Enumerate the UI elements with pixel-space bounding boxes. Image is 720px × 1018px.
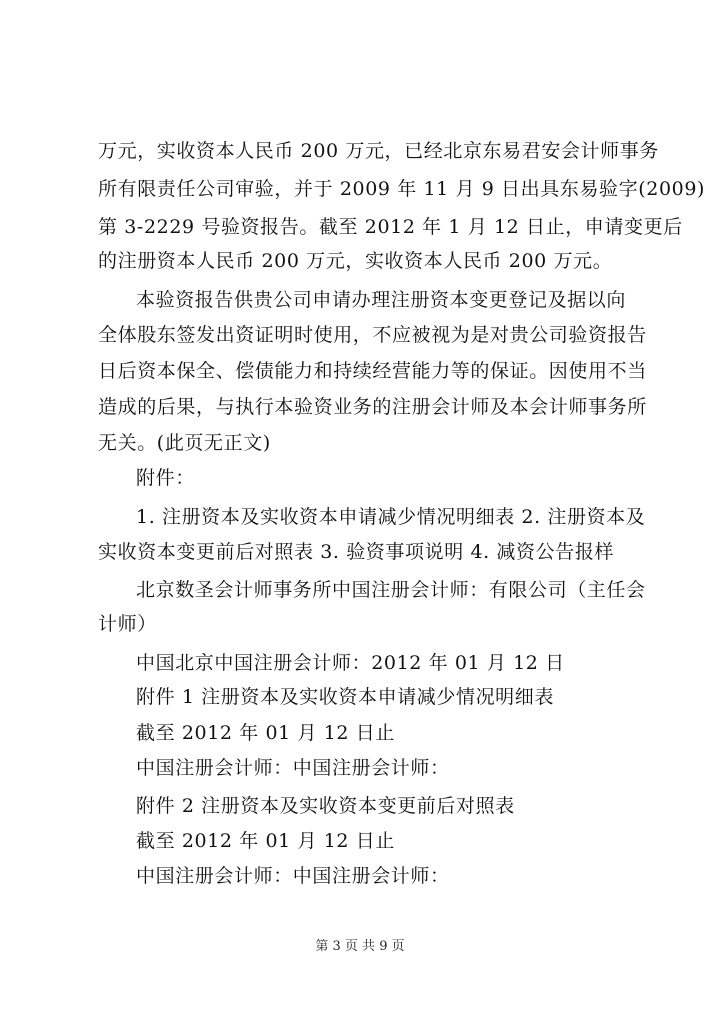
attachment-2-title: 附件 2 注册资本及实收资本变更前后对照表 — [136, 795, 515, 817]
paragraph-line: 日后资本保全、偿债能力和持续经营能力等的保证。因使用不当 — [98, 360, 647, 382]
paragraph-line: 所有限责任公司审验，并于 2009 年 11 月 9 日出具东易验字(2009) — [98, 178, 706, 200]
attachments-list-line: 1. 注册资本及实收资本申请减少情况明细表 2. 注册资本及 — [136, 506, 646, 528]
date-line: 中国北京中国注册会计师：2012 年 01 月 12 日 — [136, 652, 565, 674]
as-of-date: 截至 2012 年 01 月 12 日止 — [136, 830, 395, 852]
attachments-list-line: 实收资本变更前后对照表 3. 验资事项说明 4. 减资公告报样 — [98, 541, 615, 563]
accountant-signatures: 中国注册会计师：中国注册会计师： — [136, 757, 450, 779]
as-of-date: 截至 2012 年 01 月 12 日止 — [136, 722, 395, 744]
paragraph-line: 第 3-2229 号验资报告。截至 2012 年 1 月 12 日止，申请变更后 — [98, 216, 683, 238]
attachments-heading: 附件： — [136, 467, 195, 489]
paragraph-line: 全体股东签发出资证明时使用，不应被视为是对贵公司验资报告 — [98, 324, 647, 346]
paragraph-line: 造成的后果，与执行本验资业务的注册会计师及本会计师事务所 — [98, 396, 647, 418]
firm-signature-line: 北京数圣会计师事务所中国注册会计师：有限公司（主任会 — [136, 579, 646, 601]
paragraph-line: 本验资报告供贵公司申请办理注册资本变更登记及据以向 — [136, 289, 627, 311]
paragraph-line: 万元，实收资本人民币 200 万元，已经北京东易君安会计师事务 — [98, 140, 659, 162]
paragraph-line: 无关。(此页无正文) — [98, 432, 271, 454]
firm-signature-line: 计师） — [98, 613, 157, 635]
accountant-signatures: 中国注册会计师：中国注册会计师： — [136, 865, 450, 887]
paragraph-line: 的注册资本人民币 200 万元，实收资本人民币 200 万元。 — [98, 250, 613, 272]
page-number-footer: 第 3 页 共 9 页 — [315, 939, 405, 954]
attachment-1-title: 附件 1 注册资本及实收资本申请减少情况明细表 — [136, 686, 554, 708]
